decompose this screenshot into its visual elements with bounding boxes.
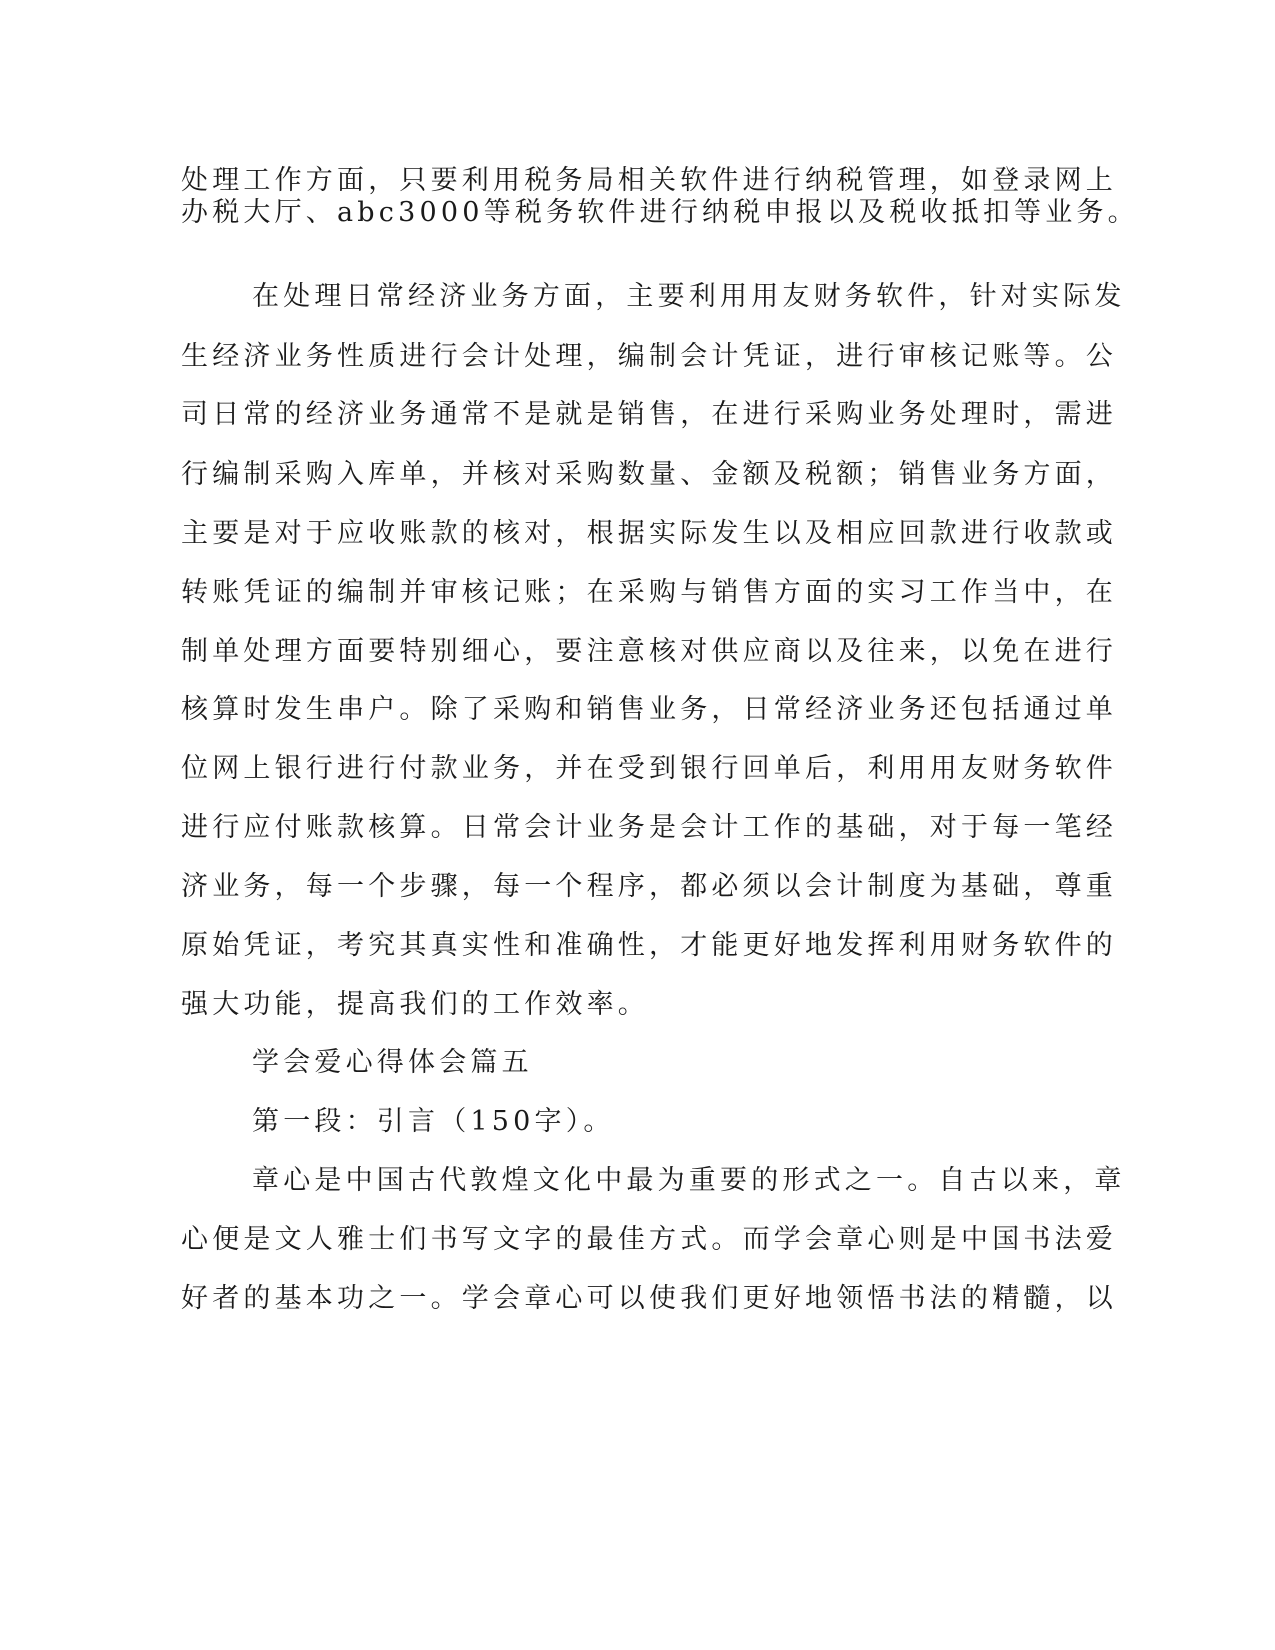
text-line: 转账凭证的编制并审核记账；在采购与销售方面的实习工作当中，在 — [181, 577, 1117, 608]
subsection-heading: 第一段：引言（150字）。 — [252, 1106, 615, 1137]
text-line: 处理工作方面，只要利用税务局相关软件进行纳税管理，如登录网上 — [181, 165, 1117, 196]
text-line: 原始凭证，考究其真实性和准确性，才能更好地发挥利用财务软件的 — [181, 930, 1117, 961]
text-line: 心便是文人雅士们书写文字的最佳方式。而学会章心则是中国书法爱 — [181, 1224, 1117, 1255]
text-line: 位网上银行进行付款业务，并在受到银行回单后，利用用友财务软件 — [181, 753, 1117, 784]
text-line: 行编制采购入库单，并核对采购数量、金额及税额；销售业务方面， — [181, 459, 1117, 490]
text-line: 好者的基本功之一。学会章心可以使我们更好地领悟书法的精髓，以 — [181, 1283, 1117, 1314]
text-line: 核算时发生串户。除了采购和销售业务，日常经济业务还包括通过单 — [181, 694, 1117, 725]
text-line: 强大功能，提高我们的工作效率。 — [181, 989, 649, 1020]
text-line: 济业务，每一个步骤，每一个程序，都必须以会计制度为基础，尊重 — [181, 871, 1117, 902]
text-line: 生经济业务性质进行会计处理，编制会计凭证，进行审核记账等。公 — [181, 341, 1117, 372]
text-line: 进行应付账款核算。日常会计业务是会计工作的基础，对于每一笔经 — [181, 812, 1117, 843]
paragraph-first-line: 在处理日常经济业务方面，主要利用用友财务软件，针对实际发 — [252, 281, 1126, 312]
paragraph-first-line: 章心是中国古代敦煌文化中最为重要的形式之一。自古以来，章 — [252, 1165, 1126, 1196]
text-line: 办税大厅、abc3000等税务软件进行纳税申报以及税收抵扣等业务。 — [181, 197, 1139, 228]
section-heading: 学会爱心得体会篇五 — [252, 1047, 533, 1078]
text-line: 主要是对于应收账款的核对，根据实际发生以及相应回款进行收款或 — [181, 518, 1117, 549]
text-line: 制单处理方面要特别细心，要注意核对供应商以及往来，以免在进行 — [181, 636, 1117, 667]
text-line: 司日常的经济业务通常不是就是销售，在进行采购业务处理时，需进 — [181, 399, 1117, 430]
